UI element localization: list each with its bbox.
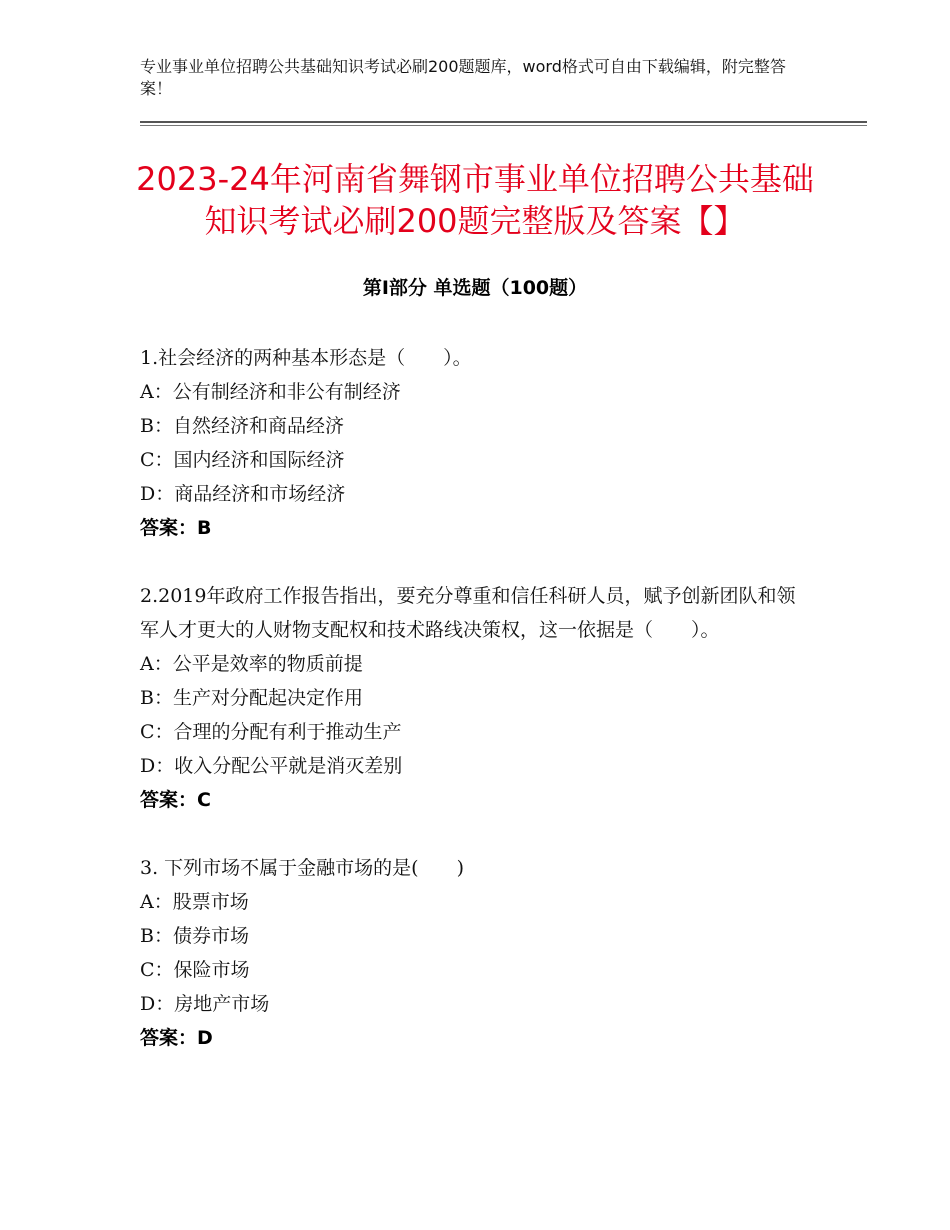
question-list — [140, 341, 810, 1089]
question-stem: 2.2019年政府工作报告指出，要充分尊重和信任科研人员，赋予创新团队和领军人才更大的人财物支配权和技术路线决策权，这一依据是（ ）。 — [140, 585, 796, 641]
option-c: C：合理的分配有利于推动生产 — [140, 721, 402, 743]
option-c: C：保险市场 — [140, 959, 250, 981]
option-b: B：自然经济和商品经济 — [140, 415, 344, 437]
option-a: A：股票市场 — [140, 891, 249, 913]
question-2 — [140, 579, 810, 817]
header-note: 专业事业单位招聘公共基础知识考试必刷200题题库，word格式可自由下载编辑，附完整答案！ — [140, 57, 786, 98]
question-3 — [140, 851, 810, 1055]
answer-line: 答案：C — [140, 789, 211, 811]
question-stem: 3. 下列市场不属于金融市场的是( ) — [140, 857, 464, 879]
option-c: C：国内经济和国际经济 — [140, 449, 345, 471]
answer-line: 答案：D — [140, 1027, 213, 1049]
option-d: D：收入分配公平就是消灭差别 — [140, 755, 403, 777]
question-stem: 1.社会经济的两种基本形态是（ ）。 — [140, 347, 472, 369]
option-a: A：公有制经济和非公有制经济 — [140, 381, 401, 403]
document-title: 2023-24年河南省舞钢市事业单位招聘公共基础知识考试必刷200题完整版及答案【】 — [136, 160, 814, 240]
answer-line: 答案：B — [140, 517, 212, 539]
option-a: A：公平是效率的物质前提 — [140, 653, 363, 675]
option-d: D：商品经济和市场经济 — [140, 483, 346, 505]
header-rule-thick — [140, 121, 867, 123]
section-heading: 第Ⅰ部分 单选题（100题） — [362, 277, 588, 299]
question-1 — [140, 341, 810, 545]
option-b: B：生产对分配起决定作用 — [140, 687, 363, 709]
option-b: B：债券市场 — [140, 925, 249, 947]
option-d: D：房地产市场 — [140, 993, 270, 1015]
header-rule-thin — [140, 125, 867, 126]
